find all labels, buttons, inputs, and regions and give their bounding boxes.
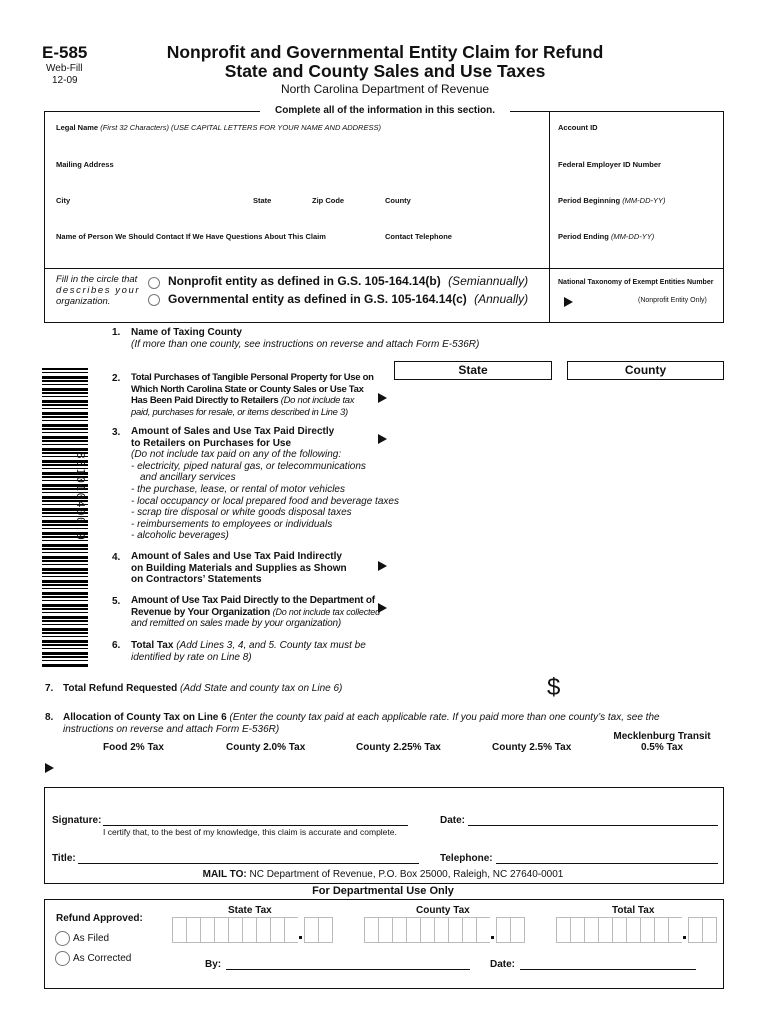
line2-text: Total Purchases of Tangible Personal Property for Use on Which North Carolina State or County Sales or Use Tax Has Been Paid Directly to Retailers (Do not include tax paid, purchases for resale, or items described in Line 3) xyxy=(131,372,374,418)
dollar-sign: $ xyxy=(547,674,561,701)
period-beginning-label: Period Beginning (MM-DD-YY) xyxy=(558,196,666,205)
rate-food-2: Food 2% Tax xyxy=(103,742,164,753)
form-number: E-585 xyxy=(42,43,88,62)
ntee-note: (Nonprofit Entity Only) xyxy=(638,297,707,304)
county-label: County xyxy=(385,196,411,205)
line1-title: Name of Taxing County xyxy=(131,327,242,338)
fein-label: Federal Employer ID Number xyxy=(558,160,661,169)
section-note: Complete all of the information in this section. xyxy=(260,105,510,116)
as-filed-radio[interactable] xyxy=(55,931,70,946)
contact-name-label: Name of Person We Should Contact If We Have Questions About This Claim xyxy=(56,232,326,241)
governmental-option-label: Governmental entity as defined in G.S. 105-164.14(c) (Annually) xyxy=(168,292,529,306)
signature-date-field[interactable] xyxy=(468,825,718,826)
legal-name-label: Legal Name (First 32 Characters) (USE CAPITAL LETTERS FOR YOUR NAME AND ADDRESS) xyxy=(56,123,381,132)
as-corrected-label: As Corrected xyxy=(73,953,132,964)
dept-date-label: Date: xyxy=(490,959,516,970)
ntee-arrow-icon xyxy=(564,297,573,307)
line2-number: 2. xyxy=(112,373,121,384)
line1-number: 1. xyxy=(112,327,121,338)
line3-number: 3. xyxy=(112,427,121,438)
line8-number: 8. xyxy=(45,712,54,723)
dept-date-field[interactable] xyxy=(520,969,696,970)
form-title-line2: State and County Sales and Use Taxes xyxy=(224,61,546,81)
entity-instruction: Fill in the circle that describes your organization. xyxy=(56,274,141,307)
signature-date-label: Date: xyxy=(440,815,466,826)
city-label: City xyxy=(56,196,71,205)
department-name: North Carolina Department of Revenue xyxy=(280,82,490,96)
rate-mecklenburg-transit: Mecklenburg Transit 0.5% Tax xyxy=(613,731,711,753)
line7-number: 7. xyxy=(45,683,54,694)
line3-text: Amount of Sales and Use Tax Paid Directly to Retailers on Purchases for Use (Do not include tax paid on any of the following: - electricity, piped natural gas, or telecommunications and ancillary services - the purchase, lease, or rental of motor vehicles - local occupancy or local prepared food and beverage taxes - scrap tire disposal or white goods disposal taxes - reimbursements to employees or individuals - alcoholic beverages) xyxy=(131,426,399,542)
mailing-address-label: Mailing Address xyxy=(56,160,114,169)
line5-text: Amount of Use Tax Paid Directly to the Department of Revenue by Your Organization (Do not include tax collected and remitted on sales made by your organization) xyxy=(131,595,380,630)
line8-arrow-icon xyxy=(45,763,54,773)
line8-text: Allocation of County Tax on Line 6 (Enter the county tax paid at each applicable rate. If you paid more than one county’s tax, see the instructions on reverse and attach Form E-536R) xyxy=(63,712,660,735)
as-corrected-radio[interactable] xyxy=(55,951,70,966)
nonprofit-radio[interactable] xyxy=(148,277,160,289)
period-ending-label: Period Ending (MM-DD-YY) xyxy=(558,232,655,241)
account-id-label: Account ID xyxy=(558,123,598,132)
county-column-header: County xyxy=(567,361,724,380)
ntee-label: National Taxonomy of Exempt Entities Number xyxy=(558,279,714,286)
dept-state-tax-field[interactable] xyxy=(172,917,333,943)
contact-telephone-label: Contact Telephone xyxy=(385,232,452,241)
line4-text: Amount of Sales and Use Tax Paid Indirectly on Building Materials and Supplies as Shown on Contractors’ Statements xyxy=(131,551,347,586)
form-title-line1: Nonprofit and Governmental Entity Claim for Refund xyxy=(166,42,604,62)
title-label: Title: xyxy=(52,853,76,864)
signature-field[interactable] xyxy=(103,825,408,826)
certification-statement: I certify that, to the best of my knowledge, this claim is accurate and complete. xyxy=(103,827,397,837)
by-field[interactable] xyxy=(226,969,470,970)
dept-county-tax-field[interactable] xyxy=(364,917,525,943)
line2-arrow-icon xyxy=(378,393,387,403)
as-filed-label: As Filed xyxy=(73,933,110,944)
line6-text: Total Tax (Add Lines 3, 4, and 5. County tax must be identified by rate on Line 8) xyxy=(131,640,366,663)
by-label: By: xyxy=(205,959,222,970)
zip-code-label: Zip Code xyxy=(312,196,345,205)
line1-note: (If more than one county, see instructions on reverse and attach Form E-536R) xyxy=(131,339,480,350)
dept-county-tax-label: County Tax xyxy=(416,905,470,916)
line5-number: 5. xyxy=(112,596,121,607)
rate-county-2-25: County 2.25% Tax xyxy=(356,742,441,753)
nonprofit-option-label: Nonprofit entity as defined in G.S. 105-164.14(b) (Semiannually) xyxy=(168,274,529,288)
title-field[interactable] xyxy=(78,863,419,864)
dept-total-tax-label: Total Tax xyxy=(612,905,655,916)
line6-number: 6. xyxy=(112,640,121,651)
line4-number: 4. xyxy=(112,552,121,563)
line4-arrow-icon xyxy=(378,561,387,571)
rate-county-2-0: County 2.0% Tax xyxy=(226,742,306,753)
line7-text: Total Refund Requested (Add State and county tax on Line 6) xyxy=(63,683,343,694)
web-fill-label: Web-Fill xyxy=(46,63,83,74)
line5-arrow-icon xyxy=(378,603,387,613)
departmental-use-heading: For Departmental Use Only xyxy=(312,885,454,897)
state-column-header: State xyxy=(394,361,552,380)
line3-arrow-icon xyxy=(378,434,387,444)
governmental-radio[interactable] xyxy=(148,294,160,306)
barcode-number: 831010400 9 xyxy=(74,452,87,542)
telephone-field[interactable] xyxy=(496,863,718,864)
dept-state-tax-label: State Tax xyxy=(228,905,272,916)
state-label: State xyxy=(253,196,272,205)
mail-to: MAIL TO: NC Department of Revenue, P.O. Box 25000, Raleigh, NC 27640-0001 xyxy=(202,869,564,880)
telephone-label: Telephone: xyxy=(440,853,493,864)
refund-approved-label: Refund Approved: xyxy=(56,913,143,924)
signature-label: Signature: xyxy=(52,815,102,826)
dept-total-tax-field[interactable] xyxy=(556,917,717,943)
form-version: 12-09 xyxy=(52,75,78,86)
rate-county-2-5: County 2.5% Tax xyxy=(492,742,572,753)
